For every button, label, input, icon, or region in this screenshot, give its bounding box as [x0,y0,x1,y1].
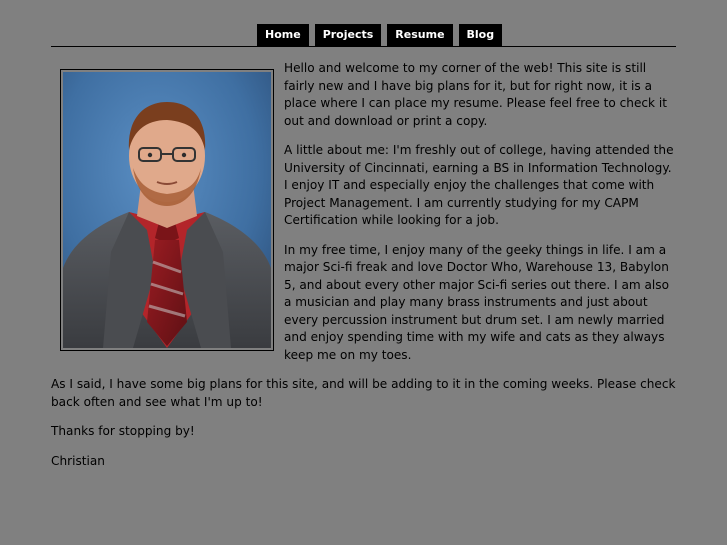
about-paragraph: A little about me: I'm freshly out of college, having attended the University of Cincinnati, earning a BS in Information Technology. I enjoy IT and especially enjoy the challenges that come with Project Management. I am currently studying for my CAPM Certification while looking for a job. [284,143,674,227]
main-content [51,60,676,482]
nav-projects-link[interactable]: Projects [315,24,382,46]
portrait-photo [60,69,274,351]
plans-paragraph: As I said, I have some big plans for this site, and will be adding to it in the coming weeks. Please check back often and see what I'm up to! [51,377,676,409]
nav-home-link[interactable]: Home [257,24,309,46]
thanks-paragraph: Thanks for stopping by! [51,424,195,438]
nav-resume-link[interactable]: Resume [387,24,452,46]
header-divider [51,46,676,47]
main-nav [257,24,502,46]
intro-paragraph: Hello and welcome to my corner of the web! This site is still fairly new and I have big plans for it, but for right now, it is a place where I can place my resume. Please feel free to check it out and download or print a copy. [284,61,667,128]
signature: Christian [51,453,105,468]
nav-blog-link[interactable]: Blog [459,24,503,46]
hobbies-paragraph: In my free time, I enjoy many of the geeky things in life. I am a major Sci-fi freak and love Doctor Who, Warehouse 13, Babylon 5, and about every other major Sci-fi series out there. I am also a musician and play many brass instruments and just about every percussion instrument but drum set. I am newly married and enjoy spending time with my wife and cats as they always keep me on my toes. [284,242,669,362]
